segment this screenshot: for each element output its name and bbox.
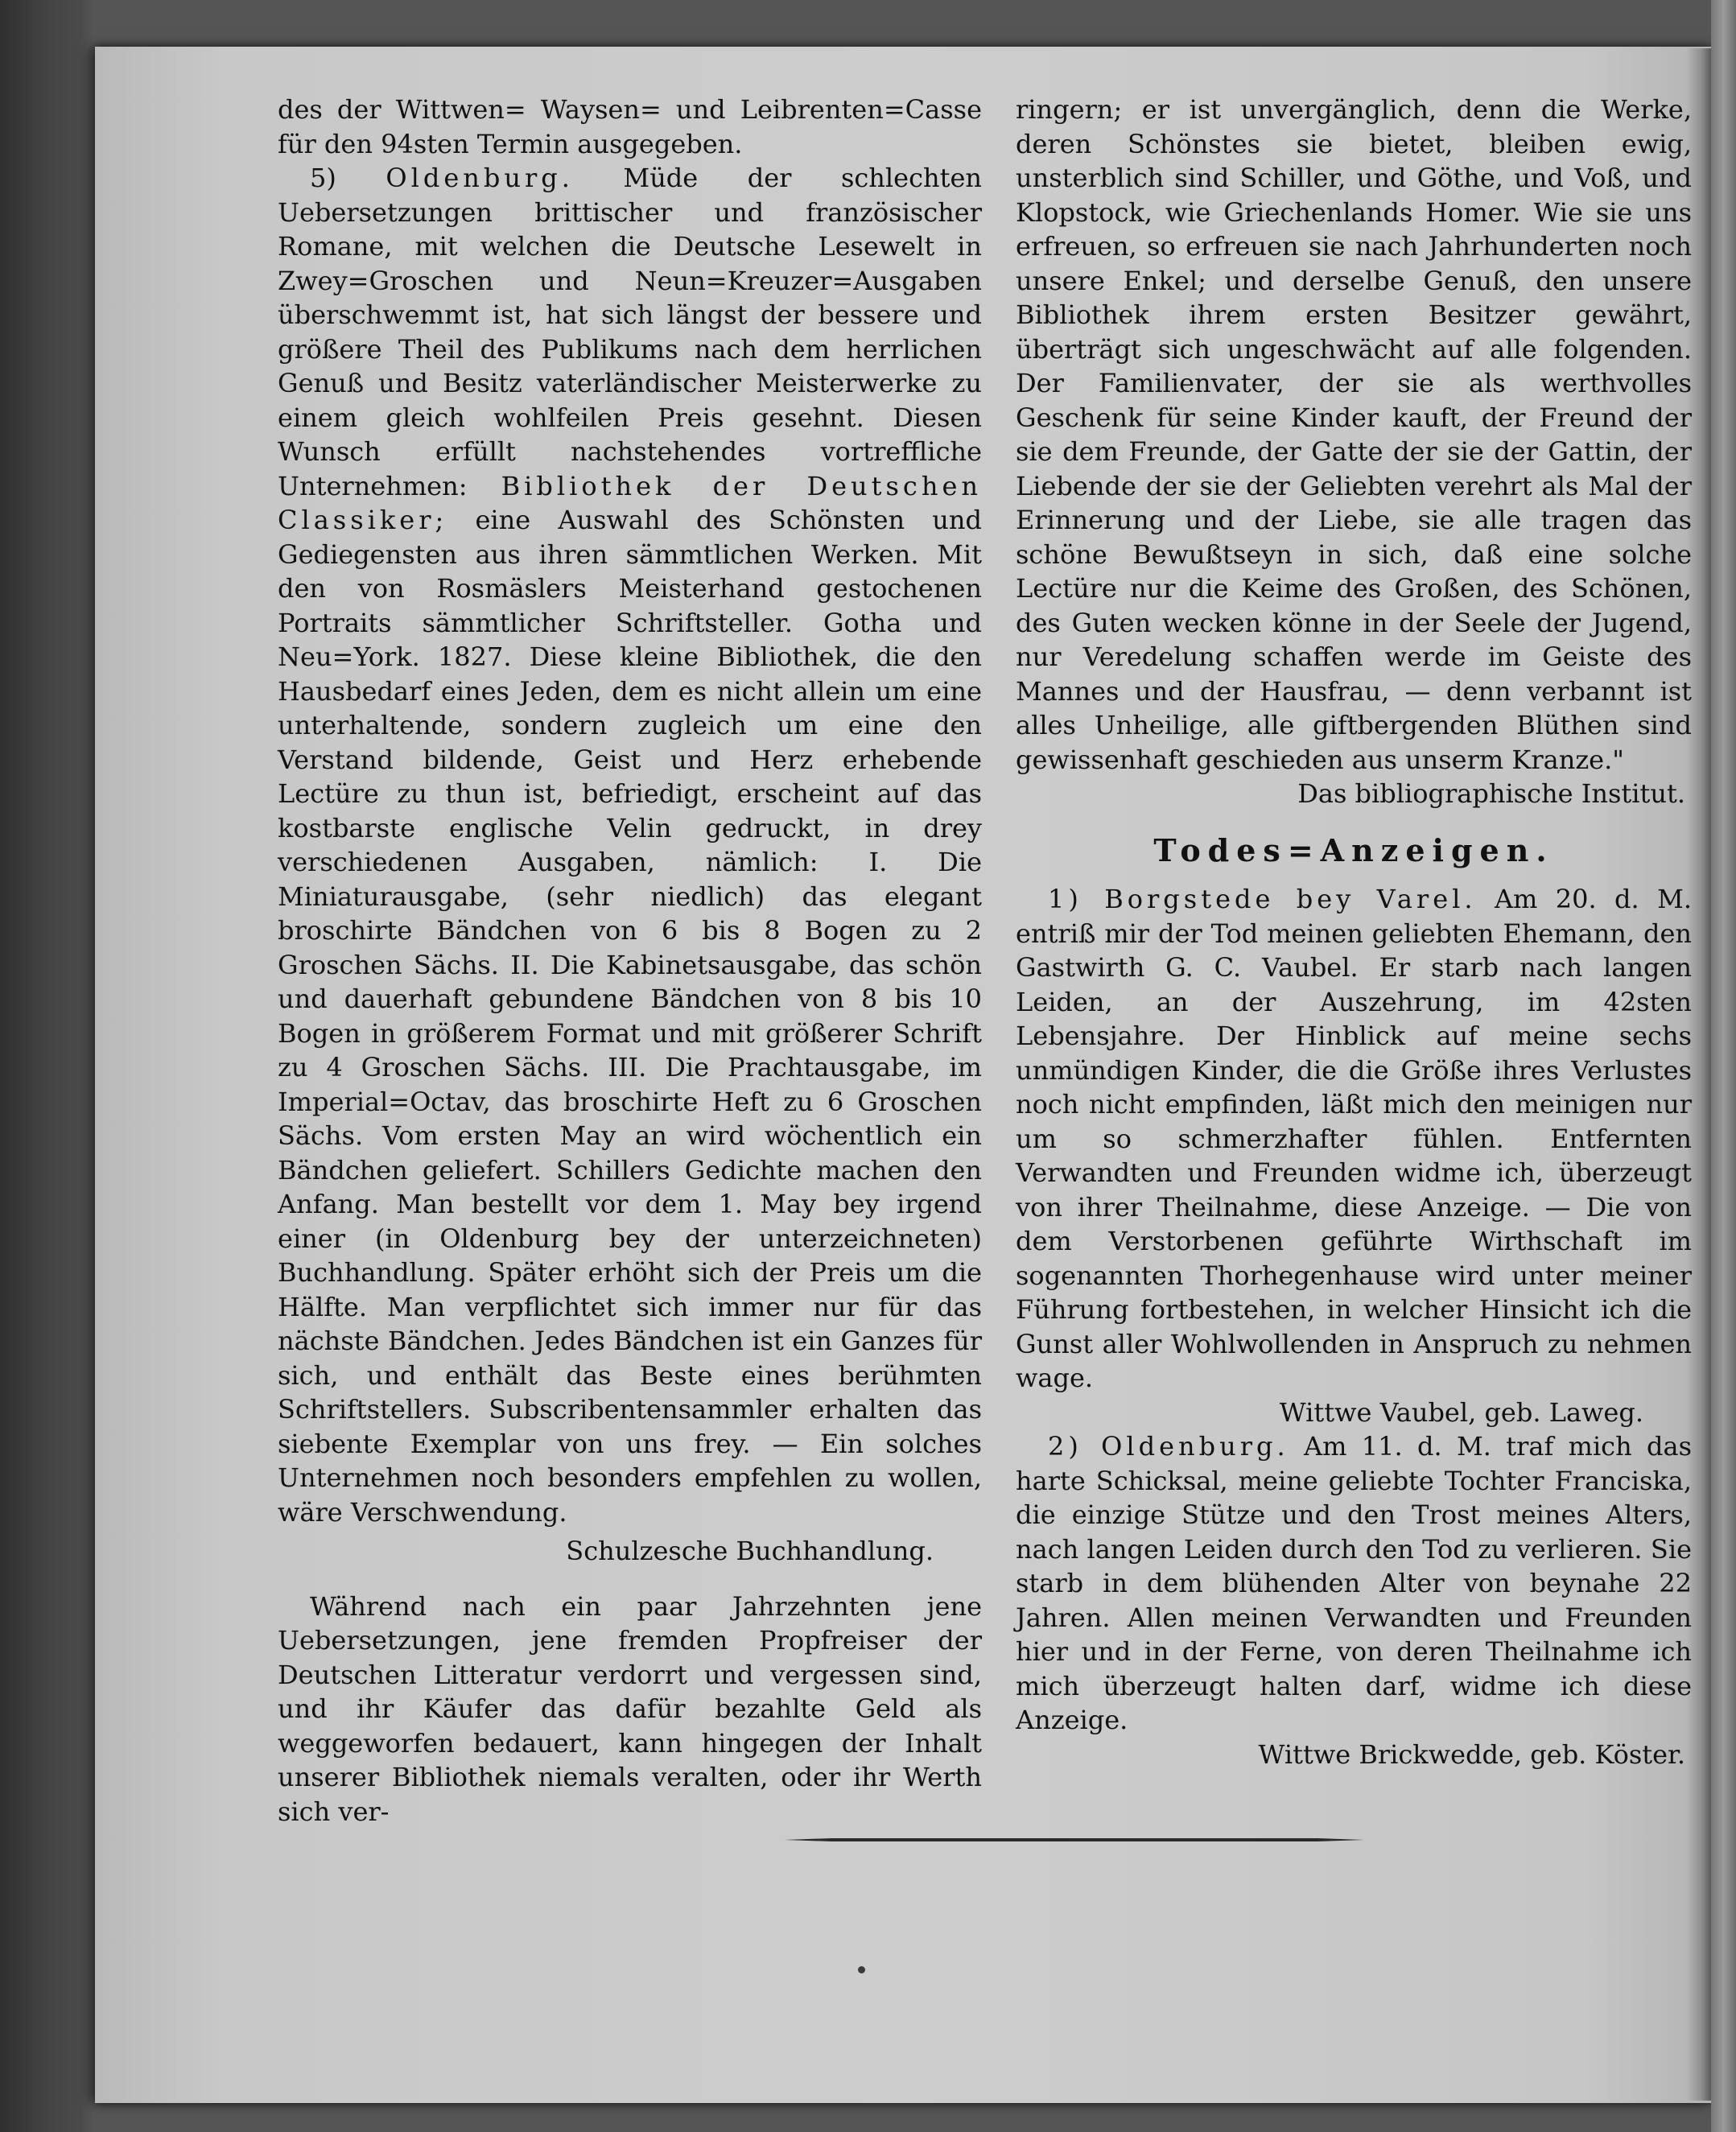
intro-text: des der Wittwen= Waysen= und Leibrenten=Casse für den 94sten Termin ausgegeben. — [278, 94, 982, 159]
advertisement-5 — [278, 161, 982, 1529]
ad-title: Bibliothek der Deutschen Classiker; — [278, 470, 983, 535]
ad-text-1: Müde der schlechten Uebersetzungen brittischer und französischer Romane, mit welchen die Deutsche Lesewelt in Zwey=Groschen und Neun=Kreuzer=Ausgaben überschwemmt ist, hat sich längst der bessere und größere Theil des Publikums nach dem herrlichen Genuß und Besitz vaterländischer Meisterwerke zu einem gleich wohlfeilen Preis gesehnt. Diesen Wunsch erfüllt nachstehendes vortreffliche Unternehmen: — [278, 163, 983, 501]
ad-text-2: eine Auswahl des Schönsten und Gediegensten aus ihren sämmtlichen Werken. Mit den von Rosmäslers Meisterhand gestochenen Portraits sämmtlicher Schriftsteller. Gotha und Neu=York. 1827. Diese kleine Bibliothek, die den Hausbedarf eines Jeden, dem es nicht allein um eine unterhaltende, sondern zugleich um eine den Verstand bildende, Geist und Herz erhebende Lectüre zu thun ist, befriedigt, erscheint auf das kostbarste englische Velin gedruckt, in drey verschiedenen Ausgaben, nämlich: I. Die Miniaturausgabe, (sehr niedlich) das elegant broschirte Bändchen von 6 bis 8 Bogen zu 2 Groschen Sächs. II. Die Kabinetsausgabe, das schön und dauerhaft gebundene Bändchen von 8 bis 10 Bogen in größerem Format und mit größerer Schrift zu 4 Groschen Sächs. III. Die Prachtausgabe, im Imperial=Octav, das broschirte Heft zu 6 Groschen Sächs. Vom ersten May an wird wöchentlich ein Bändchen geliefert. Schillers Gedichte machen den Anfang. Man bestellt vor dem 1. May bey irgend einer (in Oldenburg bey der unterzeichneten) Buchhandlung. Später erhöht sich der Preis um die Hälfte. Man verpflichtet sich immer nur für das nächste Bändchen. Jedes Bändchen ist ein Ganzes für sich, und enthält das Beste eines berühmten Schriftstellers. Subscribentensammler erhalten das siebente Exemplar von uns frey. — Ein solches Unternehmen noch besonders empfehlen zu wollen, wäre Verschwendung. — [278, 505, 983, 1528]
footer-mark — [858, 1966, 865, 1973]
section-heading: Todes=Anzeigen. — [1153, 831, 1554, 868]
death-notice-2 — [1016, 1429, 1692, 1738]
right-column — [1016, 93, 1692, 1771]
notice-1-text: Am 20. d. M. entriß mir der Tod meinen geliebten Ehemann, den Gastwirth G. C. Vaubel. Er starb nach langen Leiden, an der Auszehrung, im 42sten Lebensjahre. Der Hinblick auf meine sechs unmündigen Kinder, die die Größe ihres Verlustes noch nicht empfinden, läßt mich den meinigen nur um so schmerzhafter fühlen. Entfernten Verwandten und Freunden widme ich, überzeugt von ihrer Theilnahme, diese Anzeige. — Die von dem Verstorbenen geführte Wirthschaft im sogenannten Thorhegenhause wird unter meiner Führung fortbestehen, in welcher Hinsicht ich die Gunst aller Wohlwollenden in Anspruch zu nehmen wage. — [1016, 884, 1692, 1393]
notice-2-head: 2) Oldenburg. — [1048, 1431, 1289, 1462]
notice-2-text: Am 11. d. M. traf mich das harte Schicksal, meine geliebte Tochter Franciska, die einzige Stütze und den Trost meines Alters, nach langen Leiden durch den Tod zu verlieren. Sie starb in dem blühenden Alter von beynahe 22 Jahren. Allen meinen Verwandten und Freunden hier und in der Ferne, von deren Theilnahme ich mich überzeugt halten darf, widme ich diese Anzeige. — [1016, 1431, 1692, 1735]
ad-signature: Schulzesche Buchhandlung. — [566, 1536, 934, 1566]
ad-place: Oldenburg. — [386, 163, 574, 193]
institute-signature: Das bibliographische Institut. — [1297, 778, 1685, 809]
death-notice-1 — [1016, 882, 1692, 1396]
continuation-text: ringern; er ist unvergänglich, denn die Werke, deren Schönstes sie bietet, bleiben ewig, unsterblich sind Schiller, und Göthe, und Voß, und Klopstock, wie Griechenlands Homer. Wie sie uns erfreuen, so erfreuen sie nach Jahrhunderten noch unsere Enkel; und derselbe Genuß, den unsere Bibliothek ihrem ersten Besitzer gewährt, überträgt sich ungeschwächt auf alle folgenden. Der Familienvater, der sie als werthvolles Geschenk für seine Kinder kauft, der Freund der sie dem Freunde, der Gatte der sie der Gattin, der Liebende der sie der Geliebten verehrt als Mal der Erinnerung und der Liebe, sie alle tragen das schöne Bewußtseyn in sich, daß eine solche Lectüre nur die Keime des Großen, des Schönen, des Guten wecken könne in der Seele der Jugend, nur Veredelung schaffen werde im Geiste des Mannes und der Hausfrau, — denn verbannt ist alles Unheilige, alle giftbergenden Blüthen sind gewissenhaft geschieden aus unserm Kranze." — [1016, 94, 1692, 775]
ad-number: 5) — [310, 163, 336, 193]
notice-1-signature: Wittwe Vaubel, geb. Laweg. — [1279, 1396, 1643, 1428]
left-column — [278, 93, 982, 1829]
binding-strip — [1711, 0, 1736, 2132]
closing-rule — [785, 1838, 1364, 1841]
notice-2-signature: Wittwe Brickwedde, geb. Köster. — [1258, 1738, 1685, 1770]
notice-1-head: 1) Borgstede bey Varel. — [1048, 884, 1477, 914]
library-paragraph: Während nach ein paar Jahrzehnten jene Uebersetzungen, jene fremden Propfreiser der Deutschen Litteratur verdorrt und vergessen sind, und ihr Käufer das dafür bezahlte Geld als weggeworfen bedauert, kann hingegen der Inhalt unserer Bibliothek niemals veralten, oder ihr Werth sich ver- — [278, 1590, 982, 1827]
